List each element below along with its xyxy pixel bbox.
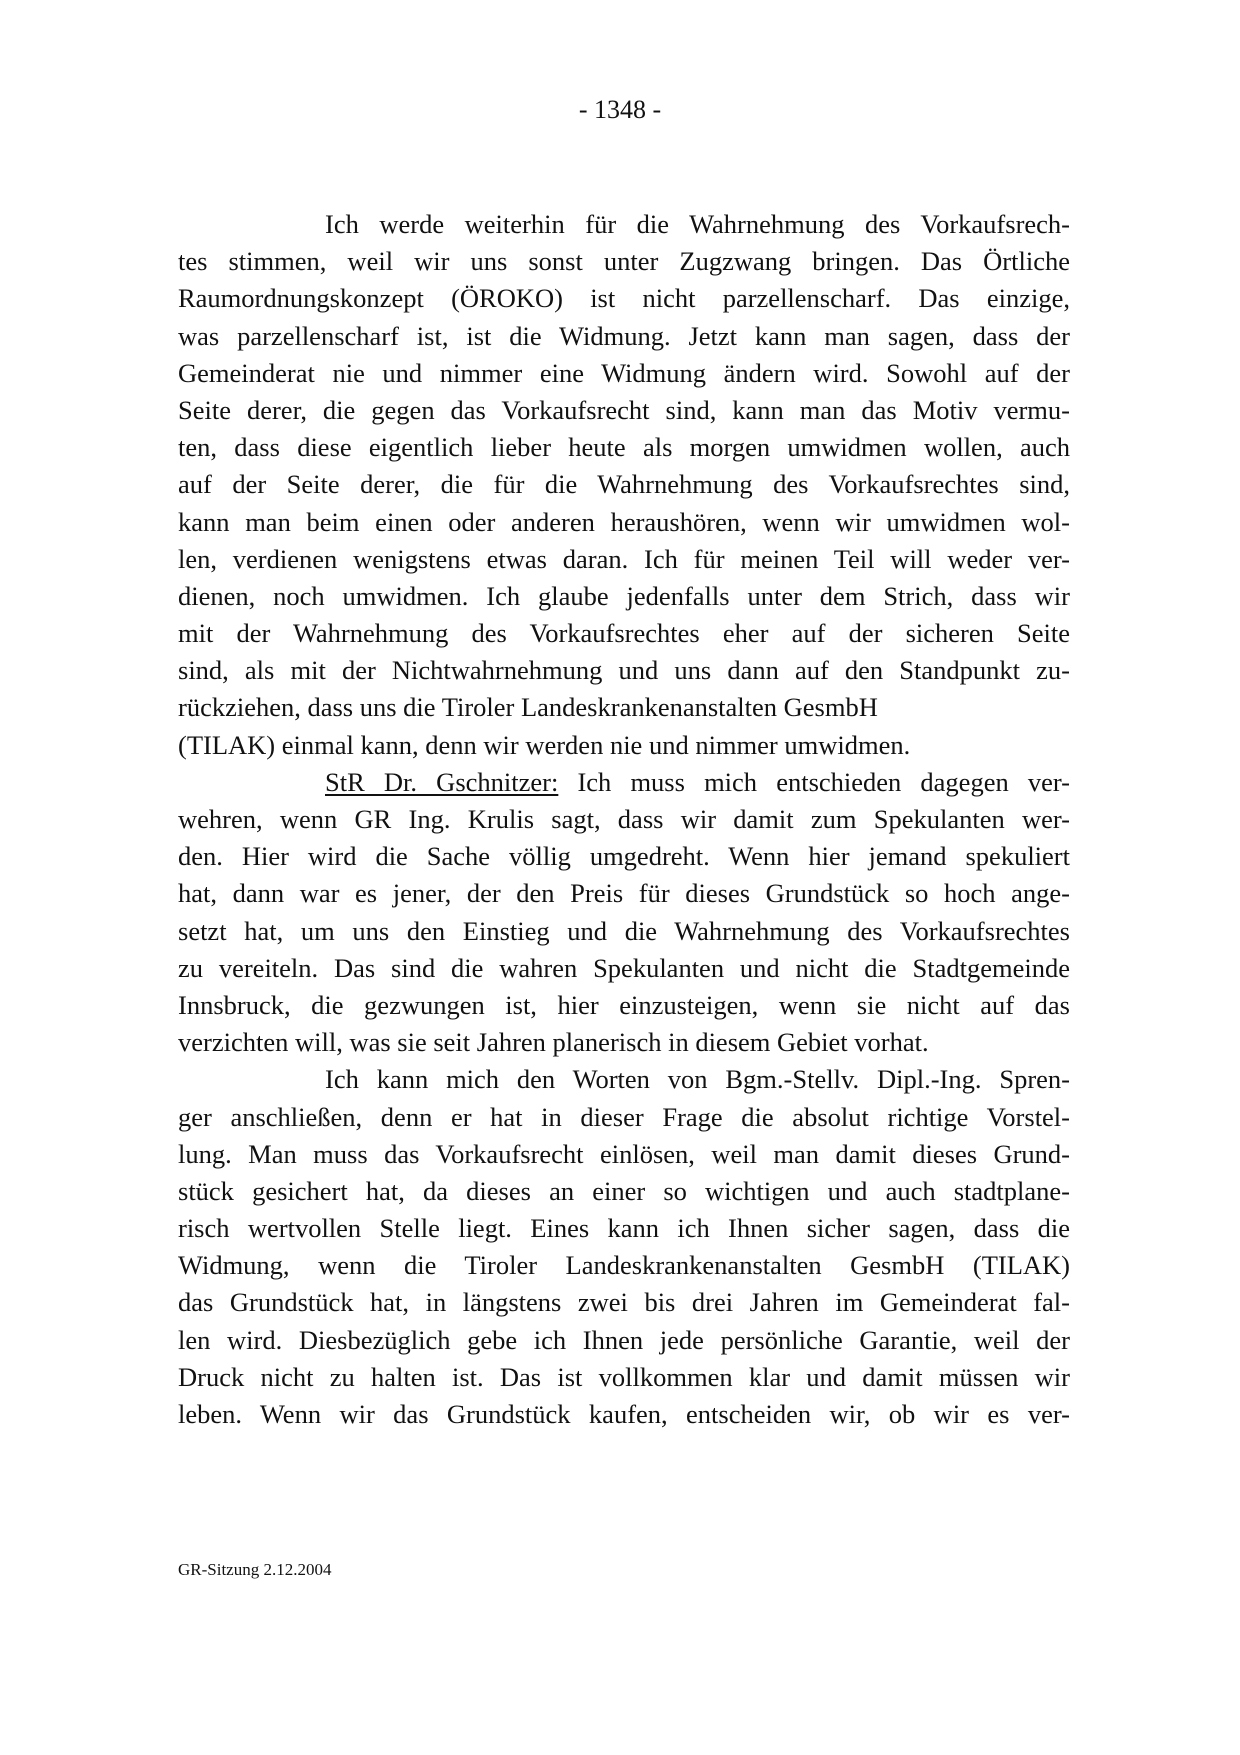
text-line: Druck nicht zu halten ist. Das ist vollkommen klar und damit müssen wir xyxy=(178,1361,1070,1392)
text-line: Gemeinderat nie und nimmer eine Widmung ändern wird. Sowohl auf der xyxy=(178,357,1070,388)
text-line: Seite derer, die gegen das Vorkaufsrecht sind, kann man das Motiv vermu- xyxy=(178,394,1070,425)
text-line: auf der Seite derer, die für die Wahrnehmung des Vorkaufsrechtes sind, xyxy=(178,469,1070,500)
text-line: ger anschließen, denn er hat in dieser Frage die absolut richtige Vorstel- xyxy=(178,1101,1070,1132)
text-line xyxy=(178,764,1070,801)
text-line: lung. Man muss das Vorkaufsrecht einlösen, weil man damit dieses Grund- xyxy=(178,1138,1070,1169)
text-line: das Grundstück hat, in längstens zwei bis drei Jahren im Gemeinderat fal- xyxy=(178,1287,1070,1318)
text-line: Ich werde weiterhin für die Wahrnehmung des Vorkaufsrech- xyxy=(325,209,1070,239)
text-line: ten, dass diese eigentlich lieber heute als morgen umwidmen wollen, auch xyxy=(178,432,1070,463)
text-line: Widmung, wenn die Tiroler Landeskrankenanstalten GesmbH (TILAK) xyxy=(178,1250,1070,1281)
page-footer: GR-Sitzung 2.12.2004 xyxy=(178,1560,332,1579)
text-line: risch wertvollen Stelle liegt. Eines kann ich Ihnen sicher sagen, dass die xyxy=(178,1213,1070,1244)
text-line: sind, als mit der Nichtwahrnehmung und uns dann auf den Standpunkt zu- xyxy=(178,655,1070,686)
text-line: kann man beim einen oder anderen heraushören, wenn wir umwidmen wol- xyxy=(178,506,1070,537)
text-line: hat, dann war es jener, der den Preis für dieses Grundstück so hoch ange- xyxy=(178,878,1070,909)
text-line: zu vereiteln. Das sind die wahren Spekulanten und nicht die Stadtgemeinde xyxy=(178,952,1070,983)
text-run: Ich muss mich entschieden dagegen ver- xyxy=(558,766,1070,797)
text-line: Innsbruck, die gezwungen ist, hier einzusteigen, wenn sie nicht auf das xyxy=(178,989,1070,1020)
text-line: verzichten will, was sie seit Jahren planerisch in diesem Gebiet vorhat. xyxy=(178,1027,929,1058)
text-line: den. Hier wird die Sache völlig umgedreht. Wenn hier jemand spekuliert xyxy=(178,841,1070,872)
text-line: (TILAK) einmal kann, denn wir werden nie und nimmer umwidmen. xyxy=(178,729,911,760)
document-body xyxy=(178,206,1070,1433)
paragraph xyxy=(178,1061,1070,1433)
page-number: - 1348 - xyxy=(578,95,662,124)
text-line: dienen, noch umwidmen. Ich glaube jedenfalls unter dem Strich, dass wir xyxy=(178,580,1070,611)
text-line: was parzellenscharf ist, ist die Widmung. Jetzt kann man sagen, dass der xyxy=(178,320,1070,351)
text-line: len wird. Diesbezüglich gebe ich Ihnen jede persönliche Garantie, weil der xyxy=(178,1324,1070,1355)
text-line: tes stimmen, weil wir uns sonst unter Zugzwang bringen. Das Örtliche xyxy=(178,246,1070,277)
text-line: setzt hat, um uns den Einstieg und die Wahrnehmung des Vorkaufsrechtes xyxy=(178,915,1070,946)
text-line: wehren, wenn GR Ing. Krulis sagt, dass wir damit zum Spekulanten wer- xyxy=(178,804,1070,834)
text-line: mit der Wahrnehmung des Vorkaufsrechtes eher auf der sicheren Seite xyxy=(178,618,1070,649)
text-line: rückziehen, dass uns die Tiroler Landeskrankenanstalten GesmbH xyxy=(178,692,878,723)
text-line: len, verdienen wenigstens etwas daran. Ich für meinen Teil will weder ver- xyxy=(178,543,1070,574)
paragraph xyxy=(178,764,1070,1062)
text-line: leben. Wenn wir das Grundstück kaufen, entscheiden wir, ob wir es ver- xyxy=(178,1399,1070,1429)
text-line: Raumordnungskonzept (ÖROKO) ist nicht parzellenscharf. Das einzige, xyxy=(178,283,1070,314)
text-line: stück gesichert hat, da dieses an einer so wichtigen und auch stadtplane- xyxy=(178,1175,1070,1206)
paragraph xyxy=(178,206,1070,764)
text-line: Ich kann mich den Worten von Bgm.-Stellv. Dipl.-Ing. Spren- xyxy=(325,1064,1070,1095)
speaker-name: StR Dr. Gschnitzer: xyxy=(325,766,559,797)
